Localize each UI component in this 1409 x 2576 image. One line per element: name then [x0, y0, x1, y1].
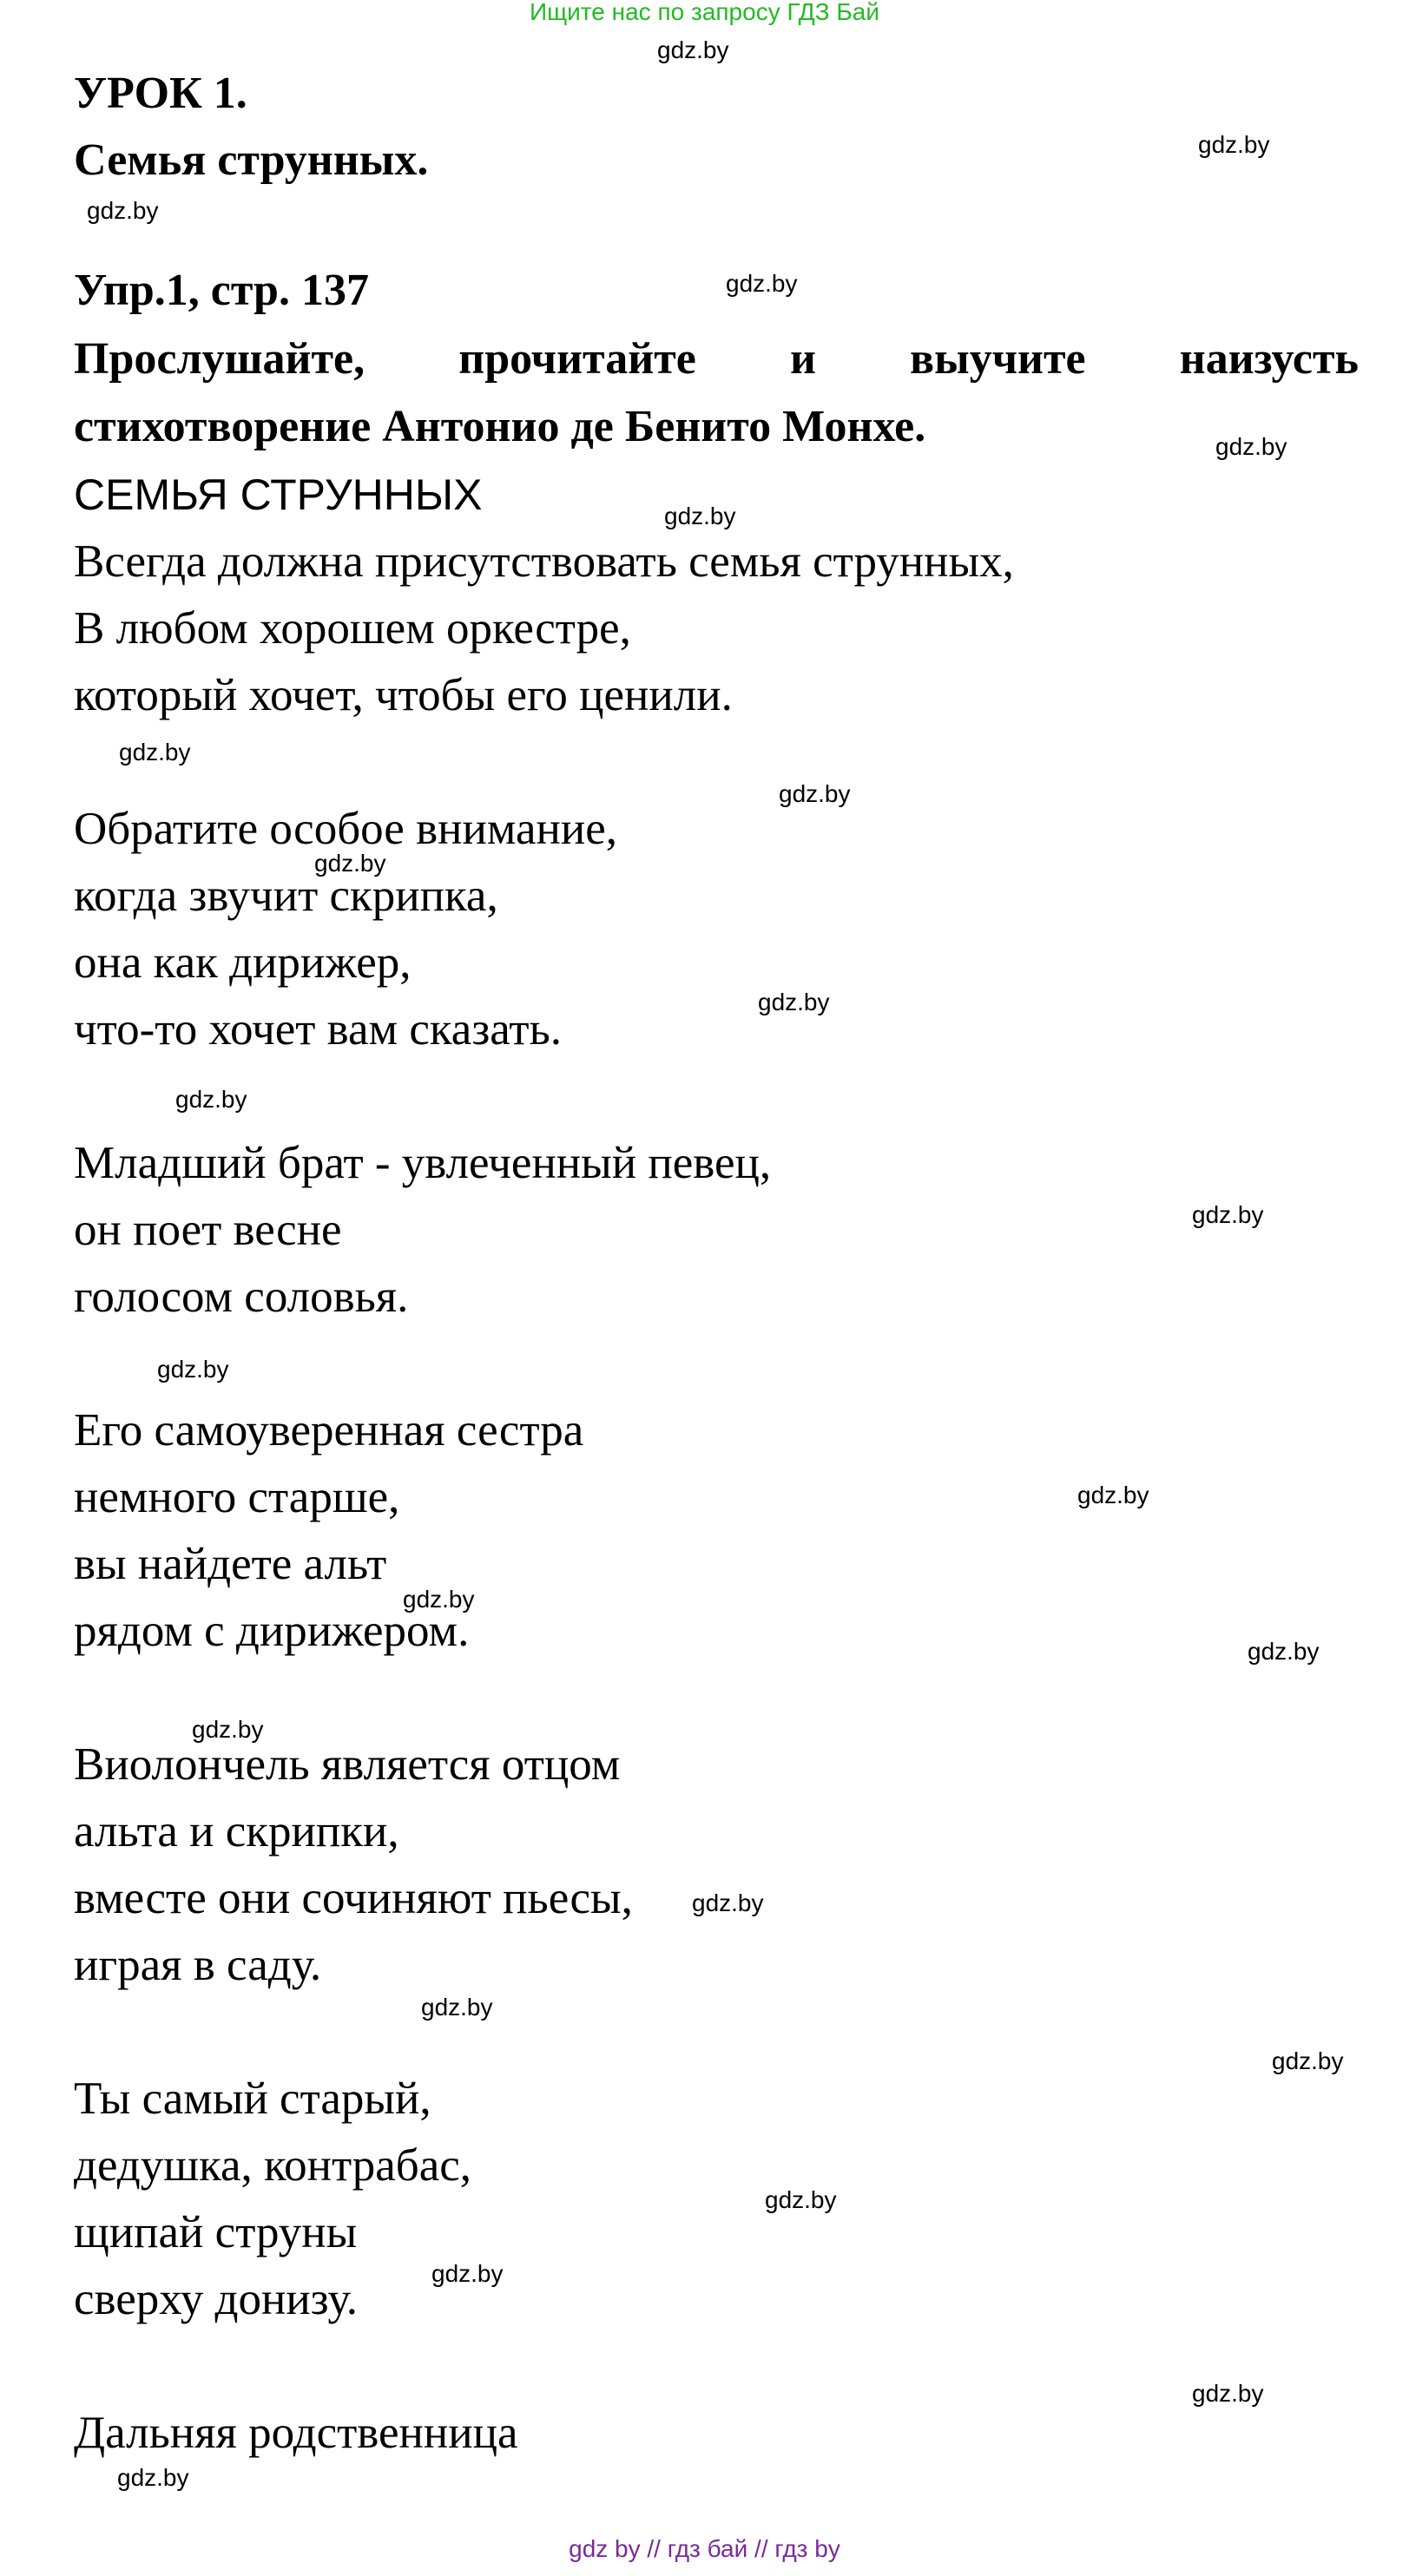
watermark: gdz.by — [758, 989, 830, 1015]
watermark: gdz.by — [779, 780, 851, 807]
watermark: gdz.by — [403, 1586, 475, 1613]
poem-title: СЕМЬЯ СТРУННЫХ — [74, 470, 483, 519]
poem-line: Виолончель является отцом — [74, 1739, 621, 1790]
poem-line: немного старше, — [74, 1472, 400, 1522]
watermark: gdz.by — [1272, 2047, 1344, 2074]
watermark: gdz.by — [1192, 1201, 1264, 1228]
watermark: gdz.by — [119, 739, 191, 766]
watermark: gdz.by — [117, 2464, 189, 2491]
lesson-title: УРОК 1. — [74, 69, 247, 118]
poem-line: Его самоуверенная сестра — [74, 1405, 584, 1456]
watermark: gdz.by — [175, 1086, 247, 1113]
poem-line: щипай струны — [74, 2207, 358, 2257]
watermark: gdz.by — [664, 503, 736, 529]
poem-line: вместе они сочиняют пьесы, — [74, 1873, 633, 1923]
poem-line: вы найдете альт — [74, 1539, 387, 1589]
poem-line: Обратите особое внимание, — [74, 804, 618, 854]
watermark: gdz.by — [692, 1889, 764, 1916]
watermark: gdz.by — [1248, 1638, 1320, 1665]
poem-line: Ты самый старый, — [74, 2073, 431, 2124]
task-line-1: Прослушайте, прочитайте и выучите наизусть — [74, 334, 1359, 384]
poem-line: который хочет, чтобы его ценили. — [74, 670, 733, 720]
poem-line: Младший брат - увлеченный певец, — [74, 1138, 772, 1188]
watermark: gdz.by — [1192, 2380, 1264, 2407]
watermark: gdz.by — [157, 1356, 229, 1383]
poem-line: дедушка, контрабас, — [74, 2140, 472, 2191]
watermark: gdz.by — [314, 850, 386, 877]
poem-line: что-то хочет вам сказать. — [74, 1004, 562, 1055]
watermark: gdz.by — [431, 2260, 504, 2287]
exercise-reference: Упр.1, стр. 137 — [74, 266, 369, 315]
watermark: gdz.by — [657, 36, 729, 63]
poem-line: играя в саду. — [74, 1940, 322, 1990]
exercise-task — [74, 325, 1359, 461]
watermark: gdz.by — [421, 1994, 493, 2021]
poem-line: сверху донизу. — [74, 2274, 358, 2324]
watermark: gdz.by — [1198, 131, 1270, 158]
poem-line: Дальняя родственница — [74, 2408, 518, 2458]
watermark: gdz.by — [726, 270, 798, 297]
poem-line: когда звучит скрипка, — [74, 871, 498, 921]
poem-line: Всегда должна присутствовать семья струнных, — [74, 536, 1014, 587]
watermark: gdz.by — [87, 197, 159, 224]
top-banner-link[interactable]: Ищите нас по запросу ГДЗ Бай — [529, 0, 880, 25]
poem-line: рядом с дирижером. — [74, 1606, 470, 1656]
poem-line: альта и скрипки, — [74, 1806, 399, 1856]
watermark: gdz.by — [1077, 1482, 1149, 1508]
watermark: gdz.by — [765, 2186, 837, 2213]
poem-line: она как дирижер, — [74, 937, 412, 988]
poem-line: голосом соловья. — [74, 1272, 409, 1322]
watermark: gdz.by — [1215, 433, 1287, 460]
lesson-subtitle: Семья струнных. — [74, 135, 429, 185]
footer-links[interactable]: gdz by // гдз бай // гдз by — [569, 2535, 840, 2562]
poem-line: В любом хорошем оркестре, — [74, 603, 631, 654]
task-line-2: стихотворение Антонио де Бенито Монхе. — [74, 402, 926, 451]
poem-line: он поет весне — [74, 1205, 342, 1255]
watermark: gdz.by — [192, 1716, 264, 1743]
